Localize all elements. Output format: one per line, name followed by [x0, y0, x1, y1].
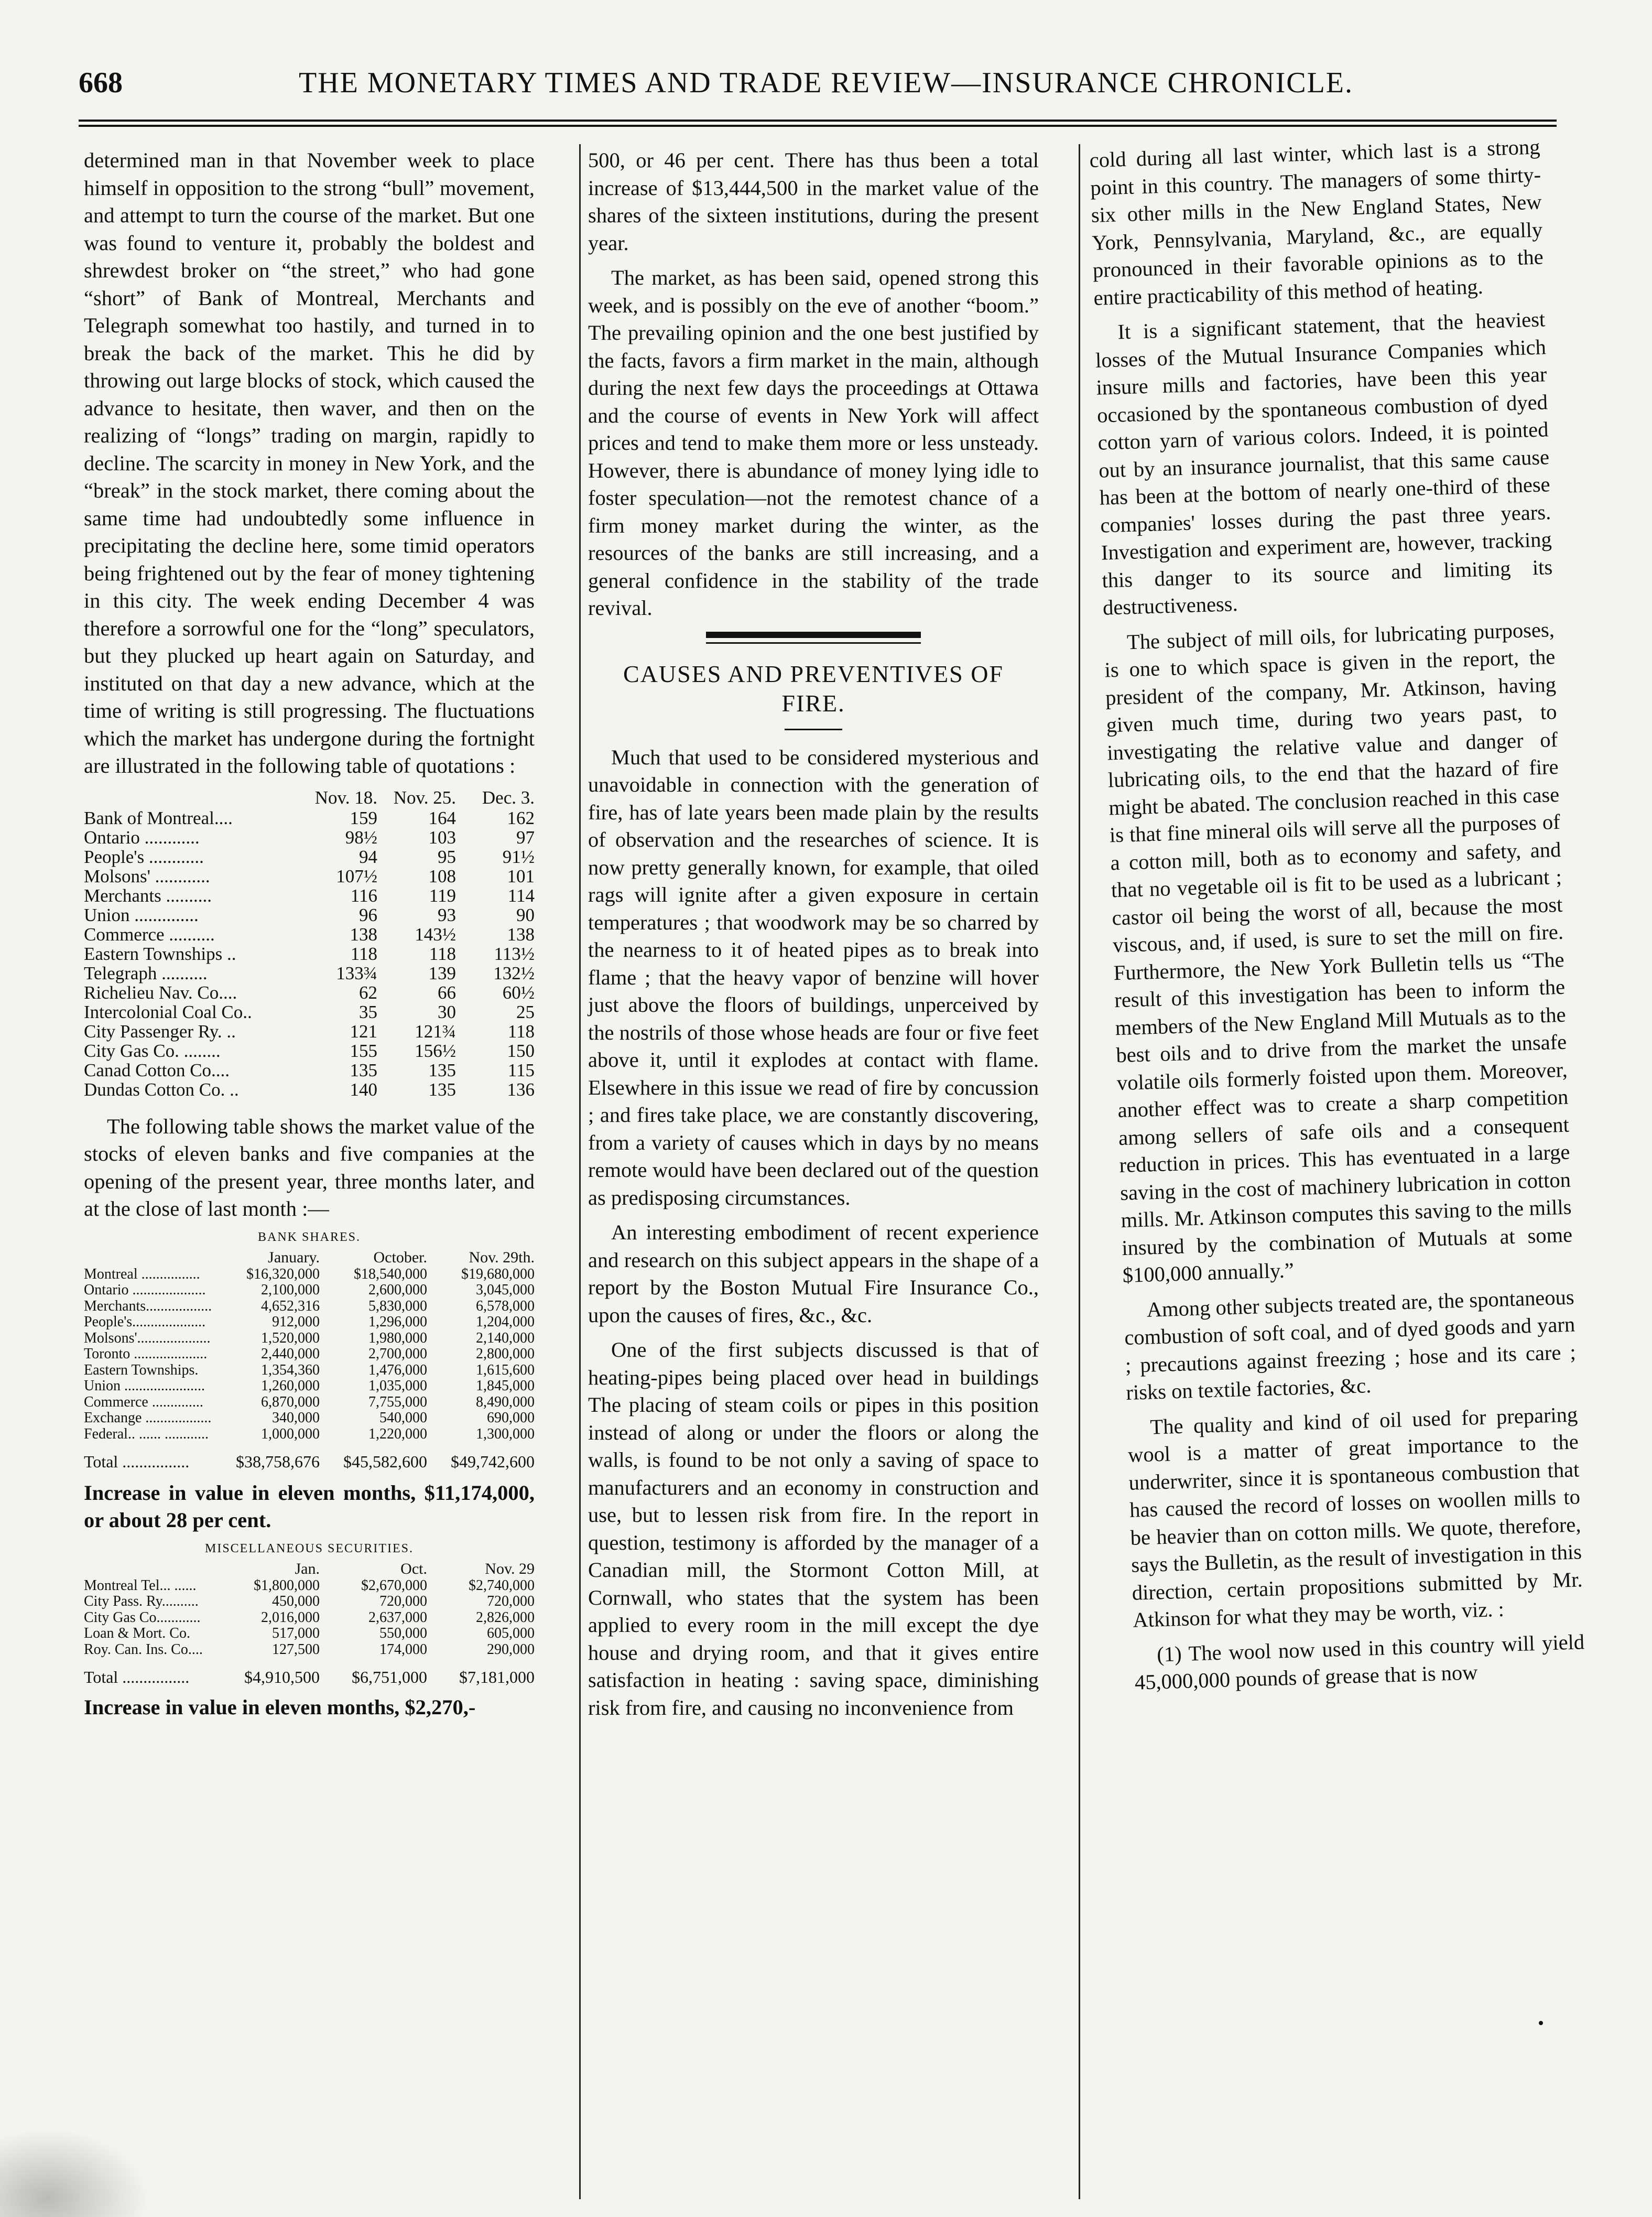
quote-row: [84, 905, 535, 925]
quote-row-value: 162: [507, 807, 535, 828]
bank-row-value: 1,980,000: [368, 1329, 427, 1346]
misc-row: [84, 1594, 535, 1610]
quotes-head-nov18: Nov. 18.: [314, 787, 377, 808]
quote-row-value: 138: [350, 924, 377, 945]
quote-row: [84, 983, 535, 1002]
column-3: [1089, 135, 1585, 2202]
bank-row-label: People's....................: [84, 1314, 206, 1330]
bank-row-value: 1,296,000: [368, 1314, 427, 1330]
quotes-head-dec3: Dec. 3.: [482, 787, 535, 808]
column-rule-2: [1079, 144, 1080, 2199]
column-2: [588, 147, 1039, 2202]
misc-head-nov: Nov. 29: [485, 1560, 535, 1577]
bank-row: [84, 1362, 535, 1379]
section-rule-thick: [706, 632, 921, 638]
header-rule-bottom: [79, 125, 1557, 127]
misc-row-label: Montreal Tel... ......: [84, 1577, 197, 1594]
col2-para-2: The market, as has been said, opened strong this week, and is possibly on the eve of another “boom.” The prevailing opinion and the one best justified by the facts, favors a firm market in the main, although during the next few days the proceedings at Ottawa and the course of events in New York will affect prices and tend to make them more or less unsteady. However, there is abundance of money lying idle to foster speculation—not the remotest chance of a firm money market during the winter, as the resources of the banks are still increasing, and a general confidence in the stability of the trade revival.: [588, 266, 1039, 620]
bank-row-label: Merchants..................: [84, 1297, 212, 1314]
quote-row-value: 62: [359, 982, 377, 1003]
bank-row-value: 5,830,000: [368, 1297, 427, 1314]
quote-row: [84, 1002, 535, 1022]
quotations-table: [84, 787, 535, 1099]
header-rule-top: [79, 120, 1557, 122]
quote-row-value: 101: [507, 866, 535, 886]
misc-row-value: 174,000: [379, 1641, 427, 1658]
column-rule-1: [579, 144, 581, 2199]
section-title: CAUSES AND PREVENTIVES OF FIRE.: [623, 660, 1004, 717]
bank-row-value: 1,220,000: [368, 1425, 427, 1442]
quote-row-value: 114: [507, 885, 535, 906]
quote-row-value: 25: [516, 1001, 535, 1022]
quote-row-value: 115: [507, 1059, 535, 1080]
quote-row-value: 107½: [336, 866, 377, 886]
col3-para-1: cold during all last winter, which last is a strong point in this country. The managers of some thirty-six other mills in the New England States, New York, Pennsylvania, Maryland, &c., are equally pronounced in their favorable opinions as to the entire practicability of this method of heating.: [1089, 135, 1544, 310]
bank-row-label: Montreal ................: [84, 1266, 200, 1282]
col3-para-3: The subject of mill oils, for lubricating purposes, is one to which space is given in the report, the president of the company, Mr. Atkinson, having given much time, during two years past, to investigating the relative value and danger of lubricating oils, to the end that the hazard of fire might be abated. The conclusion reached in this case is that fine mineral oils will serve all the purposes of a cotton mill, both as to economy and safety, and that no vegetable oil is fit to be used as a lubricant ; castor oil being the worst of all, because the most viscous, and, if used, is sure to set the mill on fire. Furthermore, the New York Bulletin tells us “The result of this investigation has been to inform the members of the New England Mill Mutuals as to the best oils and to drive from the market the unsafe volatile oils formerly foisted upon them. Moreover, another effect was to create a sharp competition among sellers of safe oils and a consequent reduction in prices. This has eventuated in a large saving in the cost of machinery lubrication in cotton mills. Mr. Atkinson computes this saving to the mills insured by the combination of Mutuals at some $100,000 annually.”: [1104, 617, 1573, 1288]
misc-row: [84, 1610, 535, 1626]
bank-head-oct: October.: [373, 1248, 427, 1266]
misc-row-label: Loan & Mort. Co.: [84, 1625, 190, 1641]
bank-row-value: 340,000: [272, 1410, 320, 1426]
bank-row-value: 2,140,000: [476, 1329, 535, 1346]
bank-row-value: 1,615,600: [476, 1361, 535, 1378]
bank-row-label: Federal.. ...... ............: [84, 1425, 209, 1442]
section-title-underline: [785, 729, 842, 730]
col1-intro: determined man in that November week to place himself in opposition to the strong “bull” movement, and attempt to turn the course of the market. But one was found to venture it, probably the boldest and shrewdest broker on “the street,” who had gone “short” of Bank of Montreal, Merchants and Telegraph somewhat too hastily, and turned in to break the back of the market. This he did by throwing out large blocks of stock, which caused the advance to hesitate, then waver, and then on the realizing of “longs” trading on margin, rapidly to decline. The scarcity in money in New York, and the “break” in the stock market, there coming about the same time had undoubtedly some influence in precipitating the decline here, some timid operators being frightened out by the fear of money tightening in this city. The week ending December 4 was therefore a sorrowful one for the “long” speculators, but they plucked up heart again on Saturday, and instituted on that day a new advance, which at the time of writing is still progressing. The fluctuations which the market has undergone during the fortnight are illustrated in the following table of quotations :: [84, 148, 535, 777]
bank-total-oct: $45,582,600: [343, 1452, 427, 1471]
bank-row-value: 1,035,000: [368, 1378, 427, 1394]
quote-row-value: 156½: [415, 1040, 456, 1061]
quote-row-label: Union ..............: [84, 904, 199, 925]
quote-row-value: 135: [428, 1079, 456, 1100]
misc-caption: MISCELLANEOUS SECURITIES.: [204, 1541, 414, 1555]
quote-row-value: 103: [428, 827, 456, 848]
quote-row-value: 98½: [345, 827, 377, 848]
quote-row-value: 91½: [502, 846, 535, 867]
bank-row-label: Commerce ..............: [84, 1393, 203, 1410]
section-rule-thin: [706, 642, 921, 644]
bank-row: [84, 1394, 535, 1411]
quote-row-value: 159: [350, 807, 377, 828]
misc-row-value: 290,000: [487, 1641, 535, 1658]
bank-row-value: 4,652,316: [261, 1297, 320, 1314]
misc-total-row: [84, 1658, 535, 1685]
misc-row-label: Roy. Can. Ins. Co....: [84, 1641, 203, 1658]
bank-head-blank: [84, 1249, 212, 1267]
quote-row: [84, 1041, 535, 1061]
quote-row-value: 113½: [494, 943, 535, 964]
bank-row-value: 2,800,000: [476, 1346, 535, 1362]
misc-row-value: 127,500: [272, 1641, 320, 1658]
quote-row-label: People's ............: [84, 846, 204, 867]
bank-row-label: Exchange ..................: [84, 1410, 212, 1426]
bank-row-value: 2,600,000: [368, 1282, 427, 1298]
bank-row-value: 8,490,000: [476, 1393, 535, 1410]
bank-row-value: 6,870,000: [261, 1393, 320, 1410]
quote-row-value: 30: [438, 1001, 456, 1022]
bank-row-label: Molsons'....................: [84, 1329, 211, 1346]
quotes-head-nov25: Nov. 25.: [393, 787, 456, 808]
quote-row-value: 136: [507, 1079, 535, 1100]
bank-row-value: $18,540,000: [354, 1266, 427, 1282]
quote-row-value: 93: [438, 904, 456, 925]
bank-row-value: 2,440,000: [261, 1346, 320, 1362]
misc-row-value: 605,000: [487, 1625, 535, 1641]
bank-row-value: 540,000: [379, 1410, 427, 1426]
col1-increase-2: Increase in value in eleven months, $2,270,-: [84, 1695, 476, 1719]
bank-row-value: 7,755,000: [368, 1393, 427, 1410]
bank-shares-body: [84, 1267, 535, 1443]
col2-para-3: Much that used to be considered mysterious and unavoidable in connection with the generation of fire, has of late years been made plain by the results of observation and the researches of science. It is now pretty generally known, for example, that oiled rags will ignite after a given exposure in certain temperatures ; that woodwork may be so charred by the nearness to it of heated pipes as to break into flame ; that the heavy vapor of benzine will hover just above the floors of buildings, unperceived by the nostrils of those whose heads are four or five feet above it, until it explodes at contact with flame. Elsewhere in this issue we read of fire by concussion ; and fires take place, we are constantly discovering, from a variety of causes which in days by no means remote would have been declared out of the question as predisposing circumstances.: [588, 745, 1039, 1209]
quote-row-label: Intercolonial Coal Co..: [84, 1001, 252, 1022]
bank-total-label: Total ................: [84, 1452, 190, 1471]
quote-row-value: 133¾: [336, 962, 377, 983]
bank-row-value: 2,100,000: [261, 1282, 320, 1298]
misc-row-value: $2,670,000: [361, 1577, 427, 1594]
quote-row: [84, 1080, 535, 1099]
quote-row-value: 135: [350, 1059, 377, 1080]
col2-para-4: An interesting embodiment of recent experience and research on this subject appears in the shape of a report by the Boston Mutual Fire Insurance Co., upon the causes of fires, &c., &c.: [588, 1220, 1039, 1327]
bank-row: [84, 1299, 535, 1315]
bank-row-value: $19,680,000: [461, 1266, 535, 1282]
quote-row-label: Merchants ..........: [84, 885, 212, 906]
misc-head-oct: Oct.: [400, 1560, 427, 1577]
bank-row-value: 6,578,000: [476, 1297, 535, 1314]
quotations-header: [84, 787, 535, 808]
quote-row: [84, 886, 535, 905]
col1-increase-1: Increase in value in eleven months, $11,174,000, or about 28 per cent.: [84, 1480, 535, 1532]
quote-row-label: Bank of Montreal....: [84, 807, 233, 828]
quote-row-value: 116: [350, 885, 377, 906]
misc-row-value: $2,740,000: [469, 1577, 535, 1594]
quote-row-value: 94: [359, 846, 377, 867]
bank-shares-caption: BANK SHARES.: [257, 1230, 361, 1244]
misc-row-value: 450,000: [272, 1593, 320, 1609]
quote-row-value: 143½: [415, 924, 456, 945]
quote-row-label: Commerce ..........: [84, 924, 215, 945]
bank-row: [84, 1426, 535, 1443]
col2-para-5: One of the first subjects discussed is that of heating-pipes being placed over head in buildings The placing of steam coils or pipes in this position instead of along or under the floors or along the walls, is found to be not only a saving of space to manufacturers and an economy in construction and use, but to lessen risk from fire. In the report in question, testimony is afforded by the manager of a Canadian mill, the Stormont Cotton Mill, at Cornwall, who states that the system has been applied to every room in the mill except the dye house and drying room, and that it gives entire satisfaction in heating : saving space, diminishing risk from fire, and causing no inconvenience from: [588, 1338, 1039, 1719]
quote-row: [84, 964, 535, 983]
misc-header: [84, 1560, 535, 1578]
bank-row: [84, 1282, 535, 1299]
quote-row: [84, 1061, 535, 1080]
bank-row-label: Union ......................: [84, 1378, 205, 1394]
bank-row-label: Eastern Townships.: [84, 1361, 199, 1378]
bank-row-value: 1,354,360: [261, 1361, 320, 1378]
bank-head-jan: January.: [268, 1248, 320, 1266]
bank-total-nov: $49,742,600: [451, 1452, 535, 1471]
quote-row: [84, 925, 535, 944]
misc-row-value: 2,016,000: [261, 1609, 320, 1626]
bank-row-value: 690,000: [487, 1410, 535, 1426]
quote-row-label: Telegraph ..........: [84, 962, 208, 983]
misc-securities-table: [84, 1560, 535, 1685]
quote-row-value: 90: [516, 904, 535, 925]
bank-row-label: Toronto ....................: [84, 1346, 208, 1362]
quote-row-value: 96: [359, 904, 377, 925]
misc-row-value: 720,000: [487, 1593, 535, 1609]
misc-head-jan: Jan.: [295, 1560, 320, 1577]
quote-row-value: 35: [359, 1001, 377, 1022]
quote-row-value: 66: [438, 982, 456, 1003]
misc-row-value: 517,000: [272, 1625, 320, 1641]
bank-row: [84, 1346, 535, 1362]
quote-row-value: 60½: [502, 982, 535, 1003]
bank-row: [84, 1314, 535, 1331]
bank-row: [84, 1378, 535, 1394]
misc-row-label: City Pass. Ry..........: [84, 1593, 199, 1609]
quote-row-label: Dundas Cotton Co. ..: [84, 1079, 239, 1100]
misc-row: [84, 1642, 535, 1658]
col3-para-5: The quality and kind of oil used for preparing wool is a matter of great importance to the underwriter, since it is spontaneous combustion that has caused the record of losses on woollen mills to be heavier than on cotton mills. We quote, therefore, says the Bulletin, as the result of investigation in this direction, certain propositions submitted by Mr. Atkinson for what they may be worth, viz. :: [1127, 1402, 1583, 1632]
col3-para-2: It is a significant statement, that the heaviest losses of the Mutual Insurance Companies which insure mills and factories, have been this year occasioned by the spontaneous combustion of dyed cotton yarn of various colors. Indeed, it is pointed out by an insurance journalist, that this same cause has been at the bottom of nearly one-third of these companies' losses during the past three years. Investigation and experiment are, however, tracking this danger to its source and limiting its destructiveness.: [1095, 307, 1553, 620]
col1-following: The following table shows the market value of the stocks of eleven banks and five companies at the opening of the present year, three months later, and at the close of last month :—: [84, 1114, 535, 1220]
quote-row: [84, 1022, 535, 1041]
quote-row-value: 139: [428, 962, 456, 983]
col2-para-1: 500, or 46 per cent. There has thus been a total increase of $13,444,500 in the market value of the shares of the sixteen institutions, during the present year.: [588, 148, 1039, 255]
quote-row-value: 135: [428, 1059, 456, 1080]
misc-total-label: Total ................: [84, 1668, 190, 1686]
bank-row-value: 1,260,000: [261, 1378, 320, 1394]
running-title: THE MONETARY TIMES AND TRADE REVIEW—INSURANCE CHRONICLE.: [299, 67, 1354, 99]
quote-row-label: Richelieu Nav. Co....: [84, 982, 237, 1003]
quote-row-value: 138: [507, 924, 535, 945]
quote-row-value: 155: [350, 1040, 377, 1061]
quote-row: [84, 847, 535, 867]
bank-row: [84, 1331, 535, 1347]
misc-row-value: $1,800,000: [254, 1577, 320, 1594]
quote-row-value: 119: [429, 885, 456, 906]
bank-row-label: Ontario ....................: [84, 1282, 206, 1298]
quote-row-label: Molsons' ............: [84, 866, 210, 886]
quote-row-value: 132½: [493, 962, 535, 983]
misc-row-value: 550,000: [379, 1625, 427, 1641]
bank-row-value: 1,476,000: [368, 1361, 427, 1378]
misc-total-nov: $7,181,000: [459, 1668, 535, 1686]
bank-row-value: $16,320,000: [246, 1266, 320, 1282]
bank-shares-table: [84, 1249, 535, 1470]
quote-row-label: City Gas Co. ........: [84, 1040, 221, 1061]
misc-head-blank: [84, 1560, 212, 1578]
quote-row-label: Eastern Townships ..: [84, 943, 236, 964]
misc-securities-body: [84, 1578, 535, 1658]
page-header: [79, 63, 1557, 110]
bank-row-value: 1,520,000: [261, 1329, 320, 1346]
quote-row-value: 108: [428, 866, 456, 886]
page-number: 668: [79, 67, 123, 99]
quotations-body: [84, 808, 535, 1099]
col3-para-4: Among other subjects treated are, the spontaneous combustion of soft coal, and of dyed goods and yarn ; precautions against freezing ; hose and its care ; risks on textile factories, &c.: [1124, 1285, 1577, 1404]
quote-row-value: 150: [507, 1040, 535, 1061]
quote-row: [84, 828, 535, 847]
quote-row: [84, 944, 535, 964]
misc-row-value: 2,826,000: [476, 1609, 535, 1626]
scan-smudge: [0, 2123, 157, 2217]
quote-row-value: 121¾: [415, 1021, 456, 1042]
ink-speck: [1539, 2021, 1543, 2025]
quote-row-value: 121: [350, 1021, 377, 1042]
quote-row-value: 118: [350, 943, 377, 964]
quote-row-label: City Passenger Ry. ..: [84, 1021, 236, 1042]
bank-shares-header: [84, 1249, 535, 1267]
bank-row-value: 1,000,000: [261, 1425, 320, 1442]
bank-row-value: 2,700,000: [368, 1346, 427, 1362]
bank-total-jan: $38,758,676: [236, 1452, 320, 1471]
quote-row-label: Canad Cotton Co....: [84, 1059, 230, 1080]
bank-row-value: 3,045,000: [476, 1282, 535, 1298]
misc-row: [84, 1578, 535, 1594]
quotes-head-blank: [84, 787, 299, 808]
bank-head-nov: Nov. 29th.: [469, 1248, 535, 1266]
quote-row-value: 95: [438, 846, 456, 867]
quote-row-value: 140: [350, 1079, 377, 1100]
misc-total-jan: $4,910,500: [244, 1668, 320, 1686]
bank-row-value: 912,000: [272, 1314, 320, 1330]
quote-row: [84, 867, 535, 886]
quote-row: [84, 808, 535, 828]
quote-row-value: 164: [428, 807, 456, 828]
misc-row: [84, 1626, 535, 1642]
misc-row-value: 2,637,000: [368, 1609, 427, 1626]
col3-text-block: [1089, 133, 1585, 1696]
misc-row-value: 720,000: [379, 1593, 427, 1609]
bank-row-value: 1,204,000: [476, 1314, 535, 1330]
column-1: [84, 147, 535, 2202]
quote-row-value: 118: [507, 1021, 535, 1042]
misc-total-oct: $6,751,000: [352, 1668, 427, 1686]
col3-para-6: (1) The wool now used in this country will yield 45,000,000 pounds of grease that is now: [1134, 1629, 1585, 1694]
misc-row-label: City Gas Co............: [84, 1609, 201, 1626]
quote-row-value: 97: [516, 827, 535, 848]
bank-row: [84, 1410, 535, 1426]
quote-row-value: 118: [429, 943, 456, 964]
bank-row-value: 1,845,000: [476, 1378, 535, 1394]
bank-row: [84, 1267, 535, 1283]
quote-row-label: Ontario ............: [84, 827, 200, 848]
bank-total-row: [84, 1442, 535, 1470]
bank-row-value: 1,300,000: [476, 1425, 535, 1442]
